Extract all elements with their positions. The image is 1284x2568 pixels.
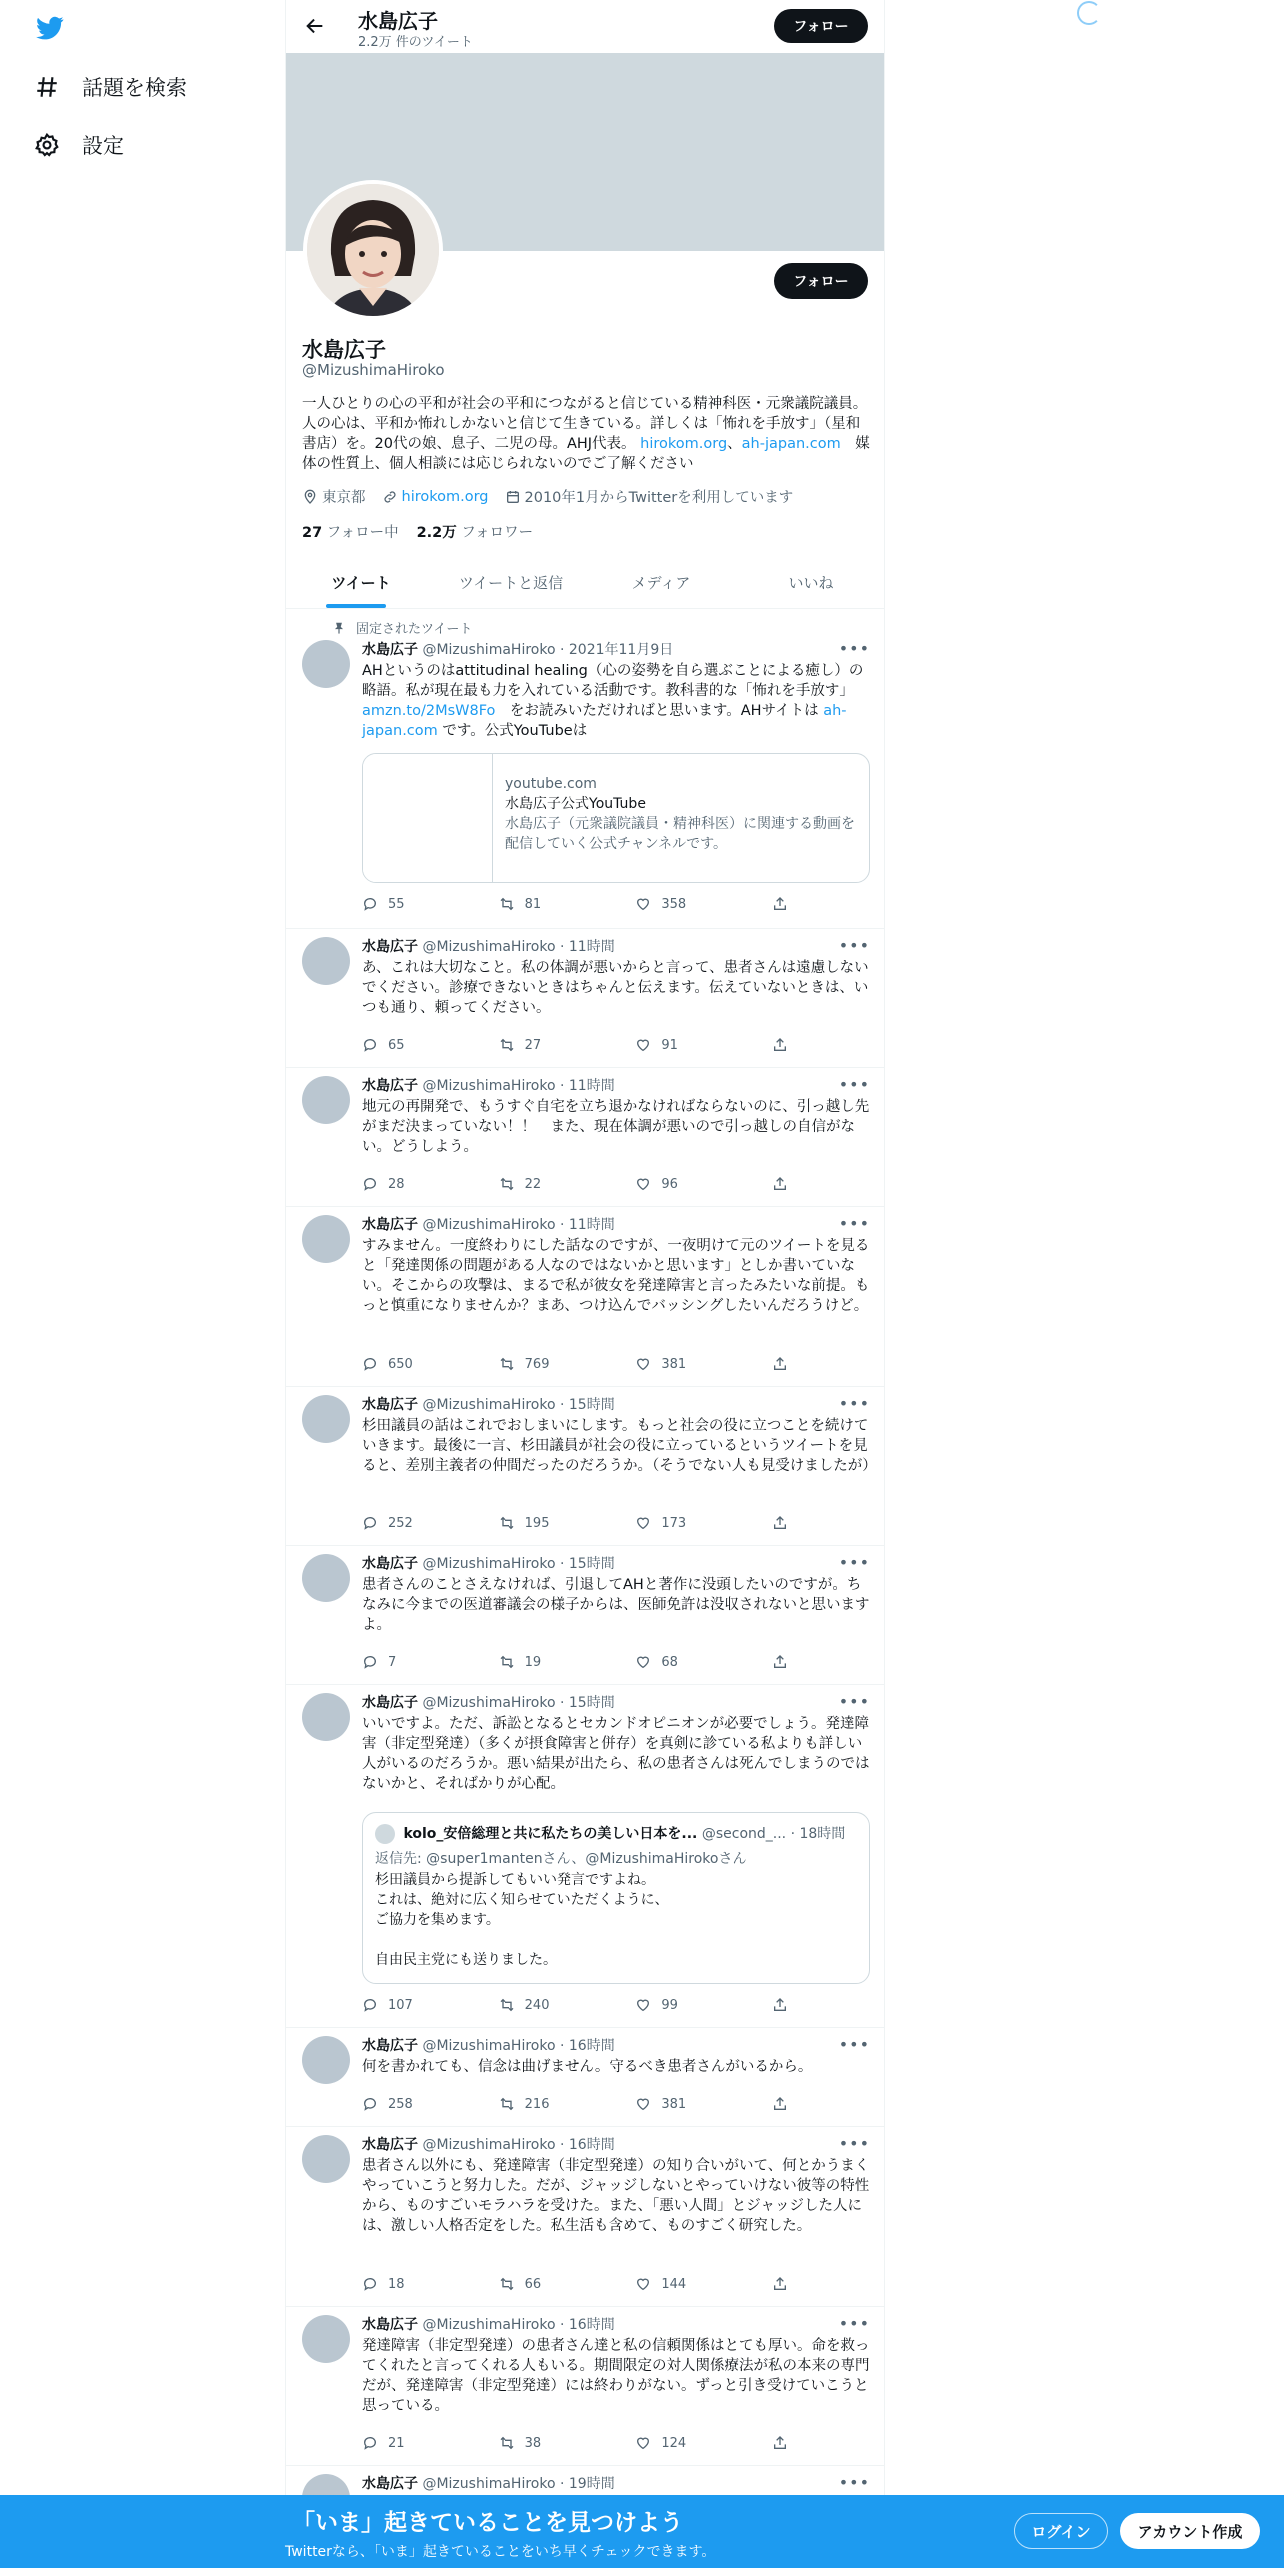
profile-location [302, 486, 366, 507]
tweet-author-name[interactable]: 水島広子 [362, 1217, 418, 1233]
tweet-text [362, 661, 870, 741]
tweet-author-name[interactable]: 水島広子 [362, 2317, 418, 2333]
card-body [505, 774, 857, 854]
reply-button[interactable] [362, 1654, 462, 1670]
tweet-actions [362, 2276, 792, 2292]
tweet-text: 発達障害（非定型発達）の患者さん達と私の信頼関係はとても厚い。命を救ってくれたと言ってくれる人もいる。期間限定の対人関係療法が私の本来の専門だが、発達障害（非定型発達）には終わりがない。ずっと引き受けていこうと思っている。 [362, 2338, 870, 2414]
heart-icon [635, 1037, 651, 1053]
share-icon [772, 1037, 788, 1053]
retweet-count: 38 [524, 2435, 542, 2451]
reply-icon [362, 1654, 378, 1670]
retweet-count: 27 [524, 1037, 542, 1053]
like-button[interactable] [635, 1356, 735, 1372]
tweet-actions [362, 1356, 792, 1372]
tweet-time[interactable]: · 16時間 [559, 2317, 615, 2333]
pinned-tweet[interactable] [286, 610, 885, 929]
tweet-avatar[interactable] [302, 1693, 350, 1741]
tweet-author-handle[interactable]: @MizushimaHiroko [422, 1217, 556, 1233]
more-icon[interactable]: ••• [838, 1394, 870, 1413]
retweet-icon [499, 1515, 515, 1531]
retweet-count: 216 [524, 2096, 550, 2112]
tweet-text-part: です。公式YouTubeは [437, 723, 588, 739]
more-icon[interactable]: ••• [838, 1075, 870, 1094]
quote-text: 杉田議員から提訴してもいい発言ですよね。 これは、絶対に広く知らせていただくように、 ご協力を集めます。 自由民主党にも送りました。 [375, 1872, 669, 1968]
reply-icon [362, 1176, 378, 1192]
reply-count: 65 [388, 1037, 405, 1053]
pin-icon [332, 621, 346, 635]
tweet-time[interactable]: · 15時間 [559, 1397, 615, 1413]
reply-button[interactable] [362, 896, 462, 912]
retweet-button[interactable] [499, 1654, 599, 1670]
following-label: フォロー中 [326, 525, 399, 541]
tweet-author-name[interactable]: 水島広子 [362, 1397, 418, 1413]
share-button[interactable] [772, 2435, 792, 2451]
retweet-icon [499, 896, 515, 912]
share-icon [772, 1356, 788, 1372]
tweet-header [362, 1075, 615, 1095]
heart-icon [635, 2435, 651, 2451]
reply-button[interactable] [362, 1515, 462, 1531]
tweet[interactable] [286, 2127, 885, 2307]
bio-text: 一人ひとりの心の平和が社会の平和につながると信じている精神科医・元衆議院議員。人の心は、平和か怖れしかないと信じて生きている。詳しくは「怖れを手放す」（星和書店）を。20代の娘、息子、二児の母。AHJ代表。 [302, 396, 868, 452]
tweet-avatar[interactable] [302, 1215, 350, 1263]
quote-avatar [375, 1824, 395, 1844]
reply-icon [362, 2096, 378, 2112]
following-count: 27 [302, 525, 323, 541]
retweet-icon [499, 1997, 515, 2013]
tweet-author-handle[interactable]: @MizushimaHiroko [422, 2137, 556, 2153]
header-follow-button[interactable]: フォロー [774, 9, 868, 43]
tweet-author-handle[interactable]: @MizushimaHiroko [422, 2317, 556, 2333]
retweet-button[interactable] [499, 1997, 599, 2013]
tweet-header [362, 2314, 615, 2334]
retweet-icon [499, 1356, 515, 1372]
reply-icon [362, 1515, 378, 1531]
retweet-count: 81 [524, 896, 542, 912]
tweet-text: 杉田議員の話はこれでおしまいにします。もっと社会の役に立つことを続けていきます。最後に一言、杉田議員が社会の役に立っているというツイートを見ると、差別主義者の仲間だったのだろうか。（そうでない人も見受けましたが） [362, 1418, 877, 1474]
nav-settings-label: 設定 [82, 134, 124, 158]
reply-icon [362, 2435, 378, 2451]
like-count: 358 [661, 896, 687, 912]
tweet-text-part: AHというのはattitudinal healing（心の姿勢を自ら選ぶことによる癒し）の略語。私が現在最も力を入れている活動です。教科書的な「怖れを手放す」 [362, 663, 864, 699]
following-stat[interactable] [302, 521, 399, 542]
card-title: 水島広子公式YouTube [505, 796, 646, 812]
followers-stat[interactable] [417, 521, 534, 542]
tweet-actions [362, 1176, 792, 1192]
more-icon[interactable]: ••• [838, 2035, 870, 2054]
like-count: 381 [661, 2096, 687, 2112]
like-button[interactable] [635, 1037, 735, 1053]
like-count: 173 [661, 1515, 687, 1531]
hashtag-icon [34, 74, 60, 100]
tweet-header [362, 936, 615, 956]
like-button[interactable] [635, 1997, 735, 2013]
joined-text: 2010年1月からTwitterを利用しています [524, 490, 794, 506]
tweet-header [362, 2035, 615, 2055]
share-button[interactable] [772, 896, 792, 912]
reply-icon [362, 1356, 378, 1372]
pinned-label [332, 618, 472, 637]
retweet-button[interactable] [499, 2276, 599, 2292]
tweet-actions [362, 2435, 792, 2451]
more-icon[interactable]: ••• [838, 2314, 870, 2333]
nav-explore[interactable] [34, 72, 187, 102]
like-count: 124 [661, 2435, 687, 2451]
follow-button[interactable]: フォロー [774, 263, 868, 299]
tweet-author-name[interactable]: 水島広子 [362, 2038, 418, 2054]
like-count: 99 [661, 1997, 678, 2013]
retweet-button[interactable] [499, 1515, 599, 1531]
share-icon [772, 2096, 788, 2112]
reply-count: 107 [388, 1997, 413, 2013]
tab-tweets-replies[interactable]: ツイートと返信 [458, 573, 564, 592]
tab-media[interactable]: メディア [631, 573, 691, 592]
follow-stats [302, 521, 533, 542]
tweet-time[interactable]: · 19時間 [559, 2476, 615, 2492]
signup-button[interactable]: アカウント作成 [1120, 2513, 1260, 2549]
pinned-label-text: 固定されたツイート [356, 622, 473, 637]
tweet-avatar[interactable] [302, 1395, 350, 1443]
more-icon[interactable]: ••• [838, 2134, 870, 2153]
tweet-header [362, 1553, 615, 1573]
tweet-actions [362, 896, 792, 912]
more-icon[interactable]: ••• [838, 1553, 870, 1572]
tweet-avatar[interactable] [302, 1076, 350, 1124]
website-link[interactable]: hirokom.org [401, 488, 489, 505]
prompt-subtitle: Twitterなら、「いま」起きていることをいち早くチェックできます。 [285, 2544, 716, 2560]
retweet-count: 66 [524, 2276, 542, 2292]
tweet-author-name[interactable]: 水島広子 [362, 939, 418, 955]
calendar-icon [505, 489, 521, 505]
heart-icon [635, 1654, 651, 1670]
reply-button[interactable] [362, 1997, 462, 2013]
retweet-icon [499, 2435, 515, 2451]
heart-icon [635, 1176, 651, 1192]
quoted-tweet[interactable] [362, 1812, 870, 1984]
reply-button[interactable] [362, 2435, 462, 2451]
tweet-time[interactable]: · 11時間 [559, 1078, 615, 1094]
tweet-header [362, 2473, 615, 2493]
profile-meta [302, 486, 793, 507]
like-count: 381 [661, 1356, 687, 1372]
reply-icon [362, 896, 378, 912]
reply-button[interactable] [362, 1176, 462, 1192]
like-count: 68 [661, 1654, 678, 1670]
heart-icon [635, 1515, 651, 1531]
retweet-icon [499, 1654, 515, 1670]
profile-website[interactable] [382, 486, 489, 507]
tweet-time[interactable]: · 11時間 [559, 939, 615, 955]
retweet-button[interactable] [499, 896, 599, 912]
retweet-button[interactable] [499, 2435, 599, 2451]
like-button[interactable] [635, 1515, 735, 1531]
retweet-icon [499, 2096, 515, 2112]
reply-count: 7 [388, 1654, 397, 1670]
like-button[interactable] [635, 1176, 735, 1192]
tweet-avatar[interactable] [302, 937, 350, 985]
header-name: 水島広子 [358, 9, 438, 33]
tweet[interactable] [286, 1546, 885, 1685]
tweet-avatar[interactable] [302, 2315, 350, 2363]
share-button[interactable] [772, 1037, 792, 1053]
tweet-author-handle[interactable]: @MizushimaHiroko [422, 939, 556, 955]
share-button[interactable] [772, 1654, 792, 1670]
reply-count: 55 [388, 896, 405, 912]
tweet-text: 患者さん以外にも、発達障害（非定型発達）の知り合いがいて、何とかうまくやっていこうと努力した。だが、ジャッジしないとやっていけない彼等の特性から、ものすごいモラハラを受けた。また、「悪い人間」とジャッジした人には、激しい人格否定をした。私生活も含めて、ものすごく研究した。 [362, 2158, 870, 2234]
reply-icon [362, 1037, 378, 1053]
tweet-author-name[interactable]: 水島広子 [362, 2137, 418, 2153]
retweet-button[interactable] [499, 1037, 599, 1053]
card-domain: youtube.com [505, 776, 597, 792]
tweet[interactable] [286, 1207, 885, 1387]
reply-icon [362, 2276, 378, 2292]
like-count: 96 [661, 1176, 678, 1192]
reply-button[interactable] [362, 2276, 462, 2292]
reply-count: 258 [388, 2096, 413, 2112]
tweet-text: 患者さんのことさえなければ、引退してAHと著作に没頭したいのですが。ちなみに今までの医道審議会の様子からは、医師免許は没収されないと思いますよ。 [362, 1577, 870, 1633]
tweet-author-handle[interactable]: @MizushimaHiroko [422, 2038, 556, 2054]
tweet-text: 何を書かれても、信念は曲げません。守るべき患者さんがいるから。 [362, 2059, 813, 2075]
tweet-header [362, 1214, 615, 1234]
tweet-header [362, 2134, 615, 2154]
share-icon [772, 1515, 788, 1531]
tweet[interactable] [286, 2307, 885, 2466]
bio-link-hirokom[interactable]: hirokom.org [640, 436, 728, 452]
reply-icon [362, 1997, 378, 2013]
tweet-actions [362, 2096, 792, 2112]
like-count: 144 [661, 2276, 687, 2292]
header-tweet-count: 2.2万 件のツイート [358, 35, 473, 50]
retweet-button[interactable] [499, 1356, 599, 1372]
like-button[interactable] [635, 2435, 735, 2451]
tweet-author-handle[interactable]: @MizushimaHiroko [422, 1397, 556, 1413]
tweet-header [362, 1394, 615, 1414]
like-button[interactable] [635, 2276, 735, 2292]
quote-time: · 18時間 [790, 1826, 846, 1842]
reply-count: 28 [388, 1176, 405, 1192]
quote-author-name: kolo_安倍総理と共に私たちの美しい日本を... [403, 1826, 698, 1842]
tweet-author-name[interactable]: 水島広子 [362, 2476, 418, 2492]
share-icon [772, 1176, 788, 1192]
tab-tweets[interactable]: ツイート [286, 556, 436, 608]
tweet-text-part: をお読みいただければと思います。AHサイトは [495, 703, 824, 719]
profile-tabs [286, 556, 885, 609]
heart-icon [635, 2096, 651, 2112]
tweet-link-ah-japan[interactable]: ah-japan.com [362, 703, 847, 739]
tweet-avatar[interactable] [302, 2036, 350, 2084]
tweet[interactable] [286, 1685, 885, 2028]
share-icon [772, 1654, 788, 1670]
prompt-title: 「いま」起きていることを見つけよう [292, 2510, 683, 2536]
login-button[interactable]: ログイン [1014, 2513, 1108, 2549]
retweet-icon [499, 1176, 515, 1192]
loading-spinner [1077, 1, 1101, 25]
tweet-text: いいですよ。ただ、訴訟となるとセカンドオピニオンが必要でしょう。発達障害（非定型発達）（多くが摂食障害と併存）を真剣に診ている私よりも詳しい人がいるのだろうか。悪い結果が出たら、私の患者さんは死んでしまうのではないかと、そればかりが心配。 [362, 1716, 870, 1792]
reply-button[interactable] [362, 1037, 462, 1053]
reply-button[interactable] [362, 1356, 462, 1372]
link-card[interactable] [362, 753, 870, 883]
tweet[interactable] [286, 1387, 885, 1546]
like-count: 91 [661, 1037, 678, 1053]
tweet-actions [362, 1997, 792, 2013]
quote-header [375, 1823, 857, 1844]
heart-icon [635, 1356, 651, 1372]
followers-label: フォロワー [461, 525, 534, 541]
heart-icon [635, 896, 651, 912]
bio-text-end: 媒体の性質上、個人相談には応じられないのでご了解ください [302, 436, 870, 472]
more-icon[interactable]: ••• [838, 1214, 870, 1233]
tweet-actions [362, 1037, 792, 1053]
tweet-avatar[interactable] [302, 2135, 350, 2183]
profile-column [285, 0, 885, 2568]
reply-count: 650 [388, 1356, 413, 1372]
tweet-author-name[interactable]: 水島広子 [362, 642, 418, 658]
like-button[interactable] [635, 2096, 735, 2112]
like-button[interactable] [635, 896, 735, 912]
tab-likes[interactable]: いいね [788, 573, 834, 592]
tweet-text: あ、これは大切なこと。私の体調が悪いからと言って、患者さんは遠慮しないでください。診療できないときはちゃんと伝えます。伝えていないときは、いつも通り、頼ってください。 [362, 960, 869, 1016]
tweet-author-name[interactable]: 水島広子 [362, 1078, 418, 1094]
tweet-link-amzn[interactable]: amzn.to/2MsW8Fo [362, 703, 496, 719]
more-icon[interactable]: ••• [838, 639, 870, 658]
followers-count: 2.2万 [416, 525, 457, 541]
share-icon [772, 1997, 788, 2013]
tweet-avatar[interactable] [302, 1554, 350, 1602]
share-button[interactable] [772, 1515, 792, 1531]
tweet-time[interactable]: · 15時間 [559, 1695, 615, 1711]
retweet-count: 195 [524, 1515, 550, 1531]
reply-count: 21 [388, 2435, 405, 2451]
profile-name: 水島広子 [302, 338, 386, 362]
more-icon[interactable]: ••• [838, 1692, 870, 1711]
twitter-logo-icon[interactable] [34, 14, 66, 42]
tweet-author-handle[interactable]: @MizushimaHiroko [422, 1695, 556, 1711]
card-description: 水島広子（元衆議院議員・精神科医）に関連する動画を配信していく公式チャンネルです。 [505, 816, 855, 852]
quote-author-handle: @second_... [701, 1826, 787, 1842]
retweet-count: 769 [524, 1356, 550, 1372]
location-text: 東京都 [322, 490, 366, 506]
tweet[interactable] [286, 2028, 885, 2127]
tweet-author-handle[interactable]: @MizushimaHiroko [422, 642, 556, 658]
tweet-header [362, 1692, 615, 1712]
share-button[interactable] [772, 2096, 792, 2112]
retweet-count: 22 [524, 1176, 542, 1192]
tweet-time[interactable]: · 16時間 [559, 2038, 615, 2054]
tweet[interactable] [286, 1068, 885, 1207]
tweet-author-name[interactable]: 水島広子 [362, 1695, 418, 1711]
tweet-time[interactable]: · 2021年11月9日 [559, 642, 674, 658]
tweet[interactable] [286, 929, 885, 1068]
link-icon [382, 489, 398, 505]
avatar-portrait-icon [307, 184, 439, 316]
profile-joined [505, 486, 794, 507]
retweet-count: 240 [524, 1997, 550, 2013]
retweet-button[interactable] [499, 2096, 599, 2112]
more-icon[interactable]: ••• [838, 936, 870, 955]
tweet-avatar[interactable] [302, 640, 350, 688]
reply-count: 252 [388, 1515, 413, 1531]
gear-icon [34, 132, 60, 158]
share-button[interactable] [772, 1176, 792, 1192]
tweet-text: すみません。一度終わりにした話なのですが、一夜明けて元のツイートを見ると「発達関係の問題がある人なのではないかと思います」としか書いていない。そこからの攻撃は、まるで私が彼女を発達障害と言ったみたいな前提。もっと慎重になりませんか？まあ、つけ込んでバッシングしたいんだろうけど。 [362, 1238, 870, 1314]
tweet-author-name[interactable]: 水島広子 [362, 1556, 418, 1572]
retweet-button[interactable] [499, 1176, 599, 1192]
profile-handle: @MizushimaHiroko [302, 361, 445, 379]
tweet-time[interactable]: · 16時間 [559, 2137, 615, 2153]
share-icon [772, 2435, 788, 2451]
profile-header-bar [286, 0, 885, 53]
share-icon [772, 2276, 788, 2292]
tweet-actions [362, 1515, 792, 1531]
signup-prompt-bar [0, 2495, 1284, 2568]
tweet-text: 地元の再開発で、もうすぐ自宅を立ち退かなければならないのに、引っ越し先がまだ決まっていない！！ また、現在体調が悪いので引っ越しの自信がない。どうしよう。 [362, 1099, 870, 1155]
share-button[interactable] [772, 1997, 792, 2013]
heart-icon [635, 1997, 651, 2013]
share-icon [772, 896, 788, 912]
tweet-author-handle[interactable]: @MizushimaHiroko [422, 1078, 556, 1094]
back-arrow-icon[interactable] [304, 15, 326, 37]
quote-reply-to: 返信先: @super1mantenさん、@MizushimaHirokoさん [375, 1851, 747, 1867]
like-button[interactable] [635, 1654, 735, 1670]
retweet-icon [499, 2276, 515, 2292]
share-button[interactable] [772, 1356, 792, 1372]
location-pin-icon [302, 489, 318, 505]
profile-bio [302, 394, 872, 474]
card-thumbnail [363, 754, 493, 883]
tweet-author-handle[interactable]: @MizushimaHiroko [422, 1556, 556, 1572]
tweet-time[interactable]: · 15時間 [559, 1556, 615, 1572]
retweet-count: 19 [524, 1654, 542, 1670]
profile-avatar[interactable] [303, 180, 443, 320]
nav-explore-label: 話題を検索 [82, 76, 187, 100]
bio-link-ah-japan[interactable]: ah-japan.com [741, 436, 841, 452]
bio-separator: 、 [727, 436, 742, 452]
nav-settings[interactable] [34, 130, 124, 160]
reply-count: 18 [388, 2276, 405, 2292]
tweet-time[interactable]: · 11時間 [559, 1217, 615, 1233]
reply-button[interactable] [362, 2096, 462, 2112]
more-icon[interactable]: ••• [838, 2473, 870, 2492]
tweet-actions [362, 1654, 792, 1670]
share-button[interactable] [772, 2276, 792, 2292]
heart-icon [635, 2276, 651, 2292]
tweet-header [362, 639, 673, 659]
retweet-icon [499, 1037, 515, 1053]
tweet-author-handle[interactable]: @MizushimaHiroko [422, 2476, 556, 2492]
